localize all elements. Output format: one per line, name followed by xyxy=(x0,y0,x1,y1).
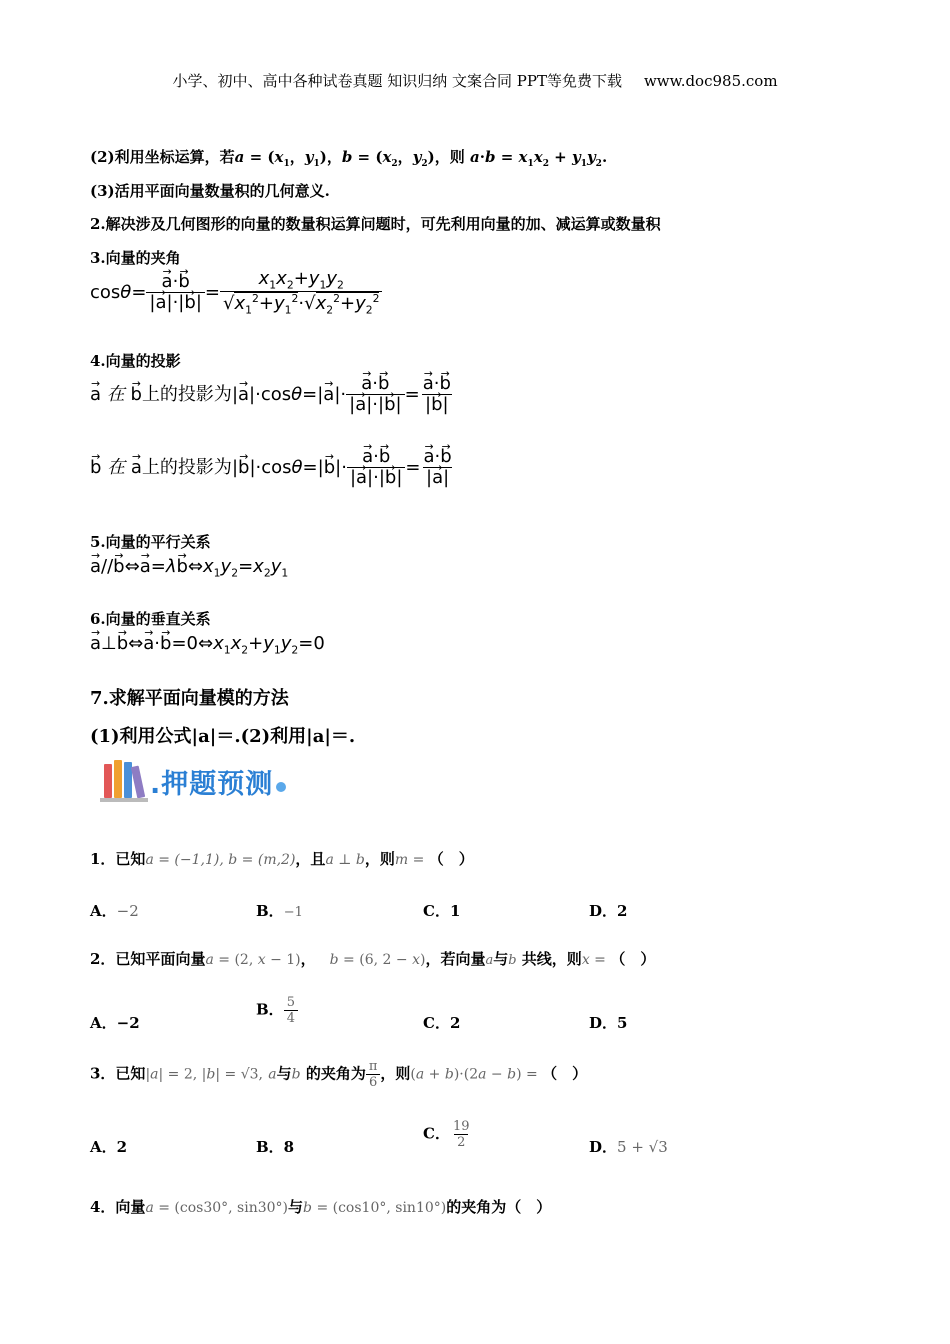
q1-option-a[interactable] xyxy=(90,900,139,921)
q1-option-c[interactable]: C．1 xyxy=(423,902,461,920)
line-modulus: (1)利用公式|a|＝.(2)利用|a|＝. xyxy=(90,726,356,747)
q-text: 的夹角为（ ） xyxy=(446,1198,552,1216)
proj-text: 上的投影为 xyxy=(141,383,232,405)
book-icon xyxy=(104,764,112,798)
q3-option-a[interactable]: A．2 xyxy=(90,1138,128,1156)
logo-dot xyxy=(276,782,286,792)
q-text: （ ） xyxy=(610,950,656,968)
book-icon xyxy=(131,766,145,799)
option-value: −1 xyxy=(283,905,303,920)
logo-text: .押题预测 xyxy=(150,769,274,800)
option-label: B． xyxy=(256,902,284,920)
line-coordinate: (2)利用坐标运算，若$a = (x_1$，$y_1$)，$b = (x_2$，$y_2$)，则 $a\cdot b = x_1x_2 + y_1y_2$. xyxy=(90,148,608,169)
q-text: 4．向量 xyxy=(90,1198,146,1216)
header-url: www.doc985.com xyxy=(643,72,778,90)
q2-option-d[interactable]: D．5 xyxy=(589,1014,628,1032)
heading-parallel: 5.向量的平行关系 xyxy=(90,533,211,551)
q3-option-b[interactable]: B．8 xyxy=(256,1138,295,1156)
q-text: 与 xyxy=(493,950,509,968)
heading-perpendicular: 6.向量的垂直关系 xyxy=(90,610,211,628)
option-value: −2 xyxy=(116,902,139,920)
heading-projection: 4.向量的投影 xyxy=(90,352,181,370)
q1-option-b[interactable] xyxy=(256,900,303,921)
frac-den: 4 xyxy=(284,1010,298,1026)
option-label: A． xyxy=(90,902,117,920)
q-text: ， xyxy=(300,950,316,968)
option-label: C． xyxy=(423,1124,450,1143)
q-text: （ ） xyxy=(542,1064,588,1083)
page-header xyxy=(0,70,950,91)
q3-option-c[interactable] xyxy=(423,1120,473,1149)
proj-text: 上的投影为 xyxy=(141,456,232,478)
q-text: ，若向量 xyxy=(425,950,486,968)
q-text: （ ） xyxy=(428,850,474,868)
book-icon xyxy=(114,760,122,798)
q-text: 与 xyxy=(288,1198,304,1216)
frac-num: 19 xyxy=(452,1119,470,1134)
question-2: 2．已知平面向量a = (2, x − 1)， b = (6, 2 − x)，若向量a与b 共线，则x = （ ） xyxy=(90,950,656,968)
heading-modulus: 7.求解平面向量模的方法 xyxy=(90,688,289,709)
formula-perpendicular: → a⊥→ b⇔→ $a\cdot\to b=0\Leftrightarrow x_1x_2+y_1y_2=0$ xyxy=(90,633,325,657)
formula-angle: cosθ= → $\frac{a\cdot\to b}{|\to a|\cdot|\to b|}$ = $\frac{x_1x_2+y_1y_2}{√x_1^2+y_1^2\cdot√x_2^2+y_2^2}$ xyxy=(90,270,382,316)
q-text: 与 xyxy=(276,1064,292,1083)
line-point-2: 2.解决涉及几何图形的向量的数量积运算问题时，可先利用向量的加、减运算或数量积 xyxy=(90,215,661,233)
q2-option-a[interactable]: A．−2 xyxy=(90,1014,140,1032)
q-text: 3．已知 xyxy=(90,1064,146,1083)
q-text: 共线，则 xyxy=(521,950,582,968)
q-text: 1．已知 xyxy=(90,850,146,868)
question-3: 3．已知|a| = 2, |b| = √3, a与b 的夹角为 $\frac{\pi}{6}$ ，则(a + b)·(2a − b) = （ ） xyxy=(90,1059,588,1090)
header-text: 小学、初中、高中各种试卷真题 知识归纳 文案合同 PPT等免费下载 xyxy=(172,72,622,90)
q-text: ，则 xyxy=(380,1064,411,1083)
q2-option-c[interactable]: C．2 xyxy=(423,1014,461,1032)
shelf-decoration xyxy=(100,798,148,802)
formula-parallel: → a//→ b⇔→ $a=\lambda\to b\Leftrightarrow x_1y_2=x_2y_1$ xyxy=(90,556,288,580)
section-logo xyxy=(100,758,290,804)
frac-num: 5 xyxy=(286,995,295,1010)
q-text: 2．已知平面向量 xyxy=(90,950,206,968)
q2-option-b[interactable] xyxy=(256,996,298,1025)
formula-projection-a: → a 在 → b上的投影为|→ a|·cosθ=|→ a|· → $\frac{a\cdot\to b}{|\to a|\cdot|\to b|}$ = → $\frac{a\cdot\to b}{|\to b|}$ xyxy=(90,375,454,415)
option-label: B． xyxy=(256,1000,284,1019)
formula-projection-b: → b 在 → a上的投影为|→ b|·cosθ=|→ b|· → $\frac{a\cdot\to b}{|\to a|\cdot|\to b|}$ = → $\frac{a\cdot\to b}{|\to a|}$ xyxy=(90,448,455,488)
option-label: D． xyxy=(589,1138,618,1156)
zai-text: 在 xyxy=(107,456,126,478)
line-text: ，则 xyxy=(434,148,465,166)
question-4: 4．向量a = (cos30°, sin30°)与b = (cos10°, sin10°)的夹角为（ ） xyxy=(90,1198,552,1216)
heading-angle: 3.向量的夹角 xyxy=(90,249,181,267)
frac-den: 2 xyxy=(454,1134,468,1150)
line-geometric: (3)活用平面向量数量积的几何意义. xyxy=(90,182,330,200)
question-1: 1．已知a = (−1,1), b = (m,2)，且a ⊥ b，则m = （ ） xyxy=(90,850,474,868)
option-value: 5 + √3 xyxy=(617,1138,668,1156)
q3-option-d[interactable] xyxy=(589,1136,668,1157)
q-text: 的夹角为 xyxy=(305,1064,366,1083)
q1-option-d[interactable]: D．2 xyxy=(589,902,628,920)
q-text: ，且 xyxy=(295,850,326,868)
q-text: ，则 xyxy=(364,850,395,868)
zai-text: 在 xyxy=(106,383,125,405)
line-text: (2)利用坐标运算，若 xyxy=(90,148,235,166)
